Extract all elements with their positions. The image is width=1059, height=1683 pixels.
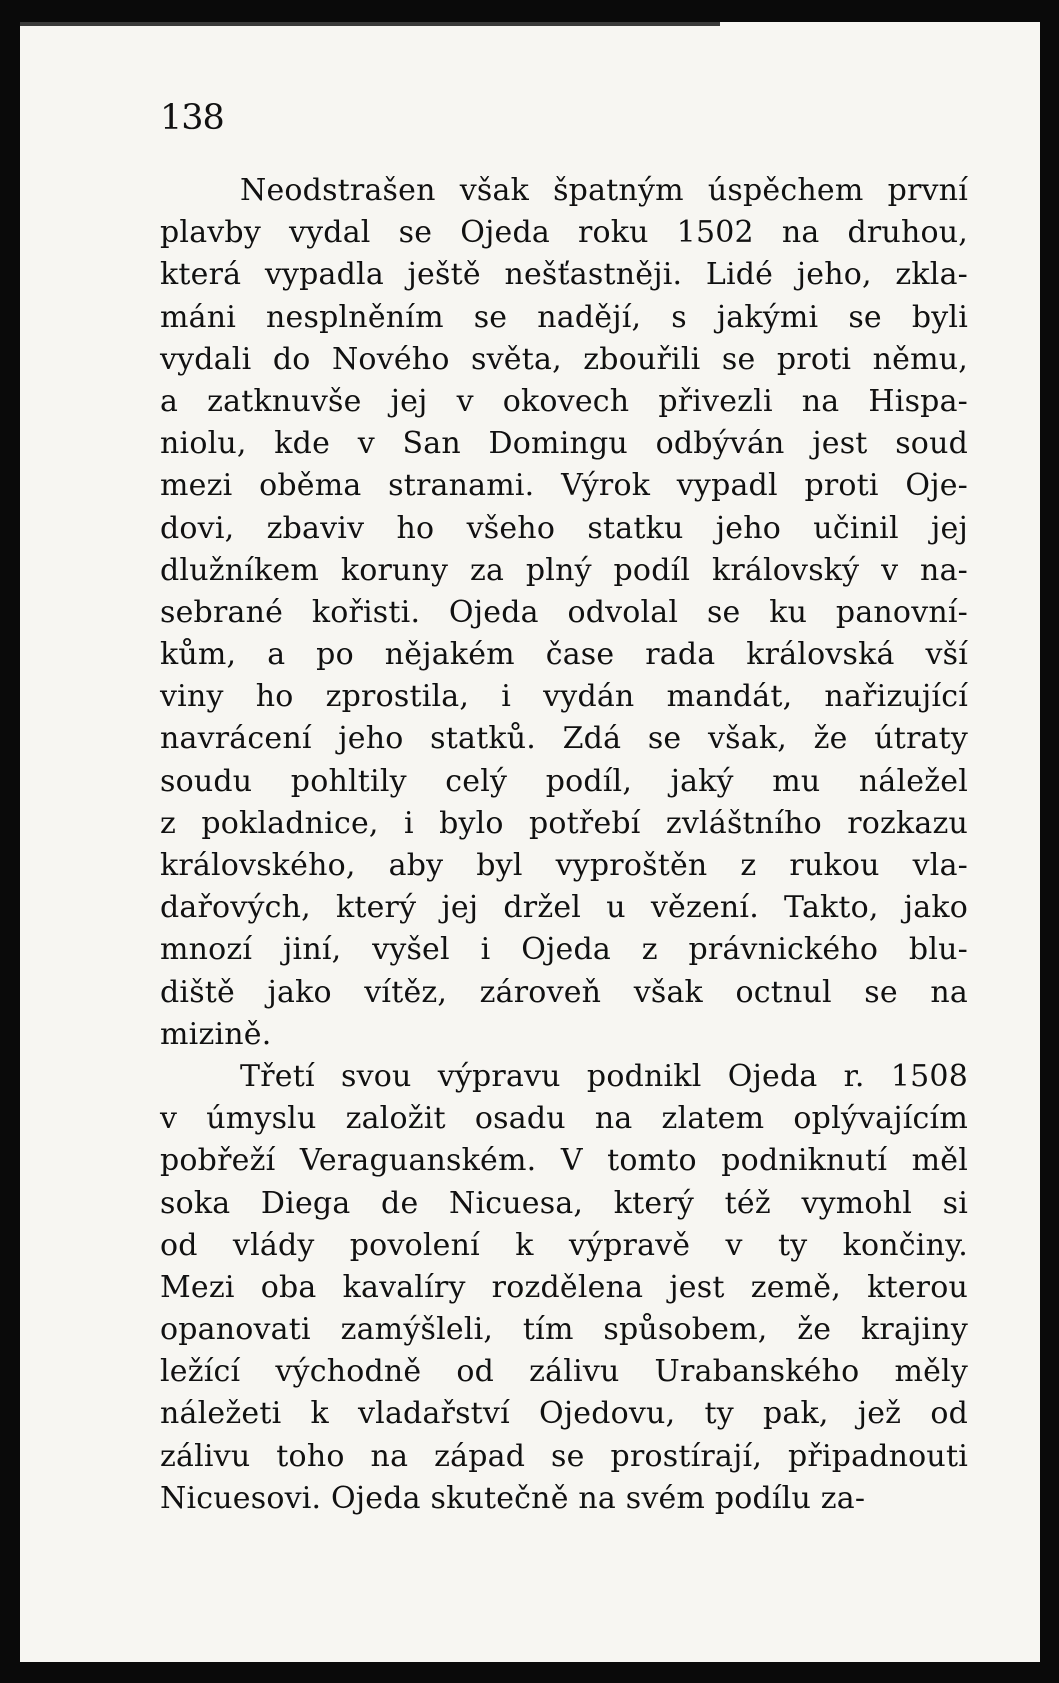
- page-text-body: [160, 170, 968, 1520]
- text-line: z pokladnice, i bylo potřebí zvláštního rozkazu: [160, 805, 968, 841]
- text-line: Třetí svou výpravu podnikl Ojeda r. 1508: [240, 1058, 968, 1094]
- text-line: Neodstrašen však špatným úspěchem první: [240, 173, 968, 208]
- text-line: dovi, zbaviv ho všeho statku jeho učinil jej: [160, 510, 968, 546]
- text-line: která vypadla ještě nešťastněji. Lidé jeho, zkla-: [160, 257, 968, 293]
- text-line: a zatknuvše jej v okovech přivezli na Hispa-: [160, 383, 968, 419]
- text-line: v úmyslu založit osadu na zlatem oplývajícím: [160, 1101, 968, 1137]
- text-line: plavby vydal se Ojeda roku 1502 na druhou,: [160, 215, 968, 251]
- text-line: opanovati zamýšleli, tím spůsobem, že krajiny: [160, 1312, 968, 1348]
- page-number: 138: [160, 98, 224, 138]
- text-line: Mezi oba kavalíry rozdělena jest země, kterou: [160, 1269, 968, 1305]
- text-line: vydali do Nového světa, zbouřili se proti němu,: [160, 341, 968, 377]
- book-page: [20, 22, 1040, 1662]
- text-line: Nicuesovi. Ojeda skutečně na svém podílu za-: [160, 1480, 866, 1516]
- text-line: náležeti k vladařství Ojedovu, ty pak, jež od: [160, 1396, 968, 1432]
- text-line: pobřeží Veraguanském. V tomto podniknutí měl: [160, 1143, 968, 1179]
- text-line: soka Diega de Nicuesa, který též vymohl si: [160, 1185, 968, 1221]
- text-line: od vlády povolení k výpravě v ty končiny.: [160, 1227, 968, 1263]
- text-line: máni nesplněním se nadějí, s jakými se byli: [160, 299, 968, 335]
- text-line: sebrané kořisti. Ojeda odvolal se ku panovní-: [160, 594, 968, 630]
- text-line: navrácení jeho statků. Zdá se však, že útraty: [160, 721, 968, 757]
- text-line: mizině.: [160, 1016, 272, 1052]
- text-line: niolu, kde v San Domingu odbýván jest soud: [160, 426, 968, 462]
- scan-edge-shadow: [1040, 0, 1059, 1683]
- text-line: ležící východně od zálivu Urabanského měly: [160, 1354, 968, 1390]
- text-line: zálivu toho na západ se prostírají, připadnouti: [160, 1438, 968, 1474]
- top-edge-rule: [20, 22, 720, 26]
- text-line: soudu pohltily celý podíl, jaký mu náležel: [160, 763, 968, 799]
- text-line: mezi oběma stranami. Výrok vypadl proti Oje-: [160, 468, 968, 504]
- text-line: dlužníkem koruny za plný podíl královský v na-: [160, 552, 968, 588]
- text-line: mnozí jiní, vyšel i Ojeda z právnického blu-: [160, 932, 968, 968]
- text-line: kům, a po nějakém čase rada královská vší: [160, 637, 968, 673]
- text-line: dařových, který jej držel u vězení. Takto, jako: [160, 890, 968, 926]
- text-line: královského, aby byl vyproštěn z rukou vla-: [160, 848, 968, 883]
- text-line: diště jako vítěz, zároveň však octnul se na: [160, 974, 968, 1010]
- text-line: viny ho zprostila, i vydán mandát, nařizující: [160, 679, 968, 715]
